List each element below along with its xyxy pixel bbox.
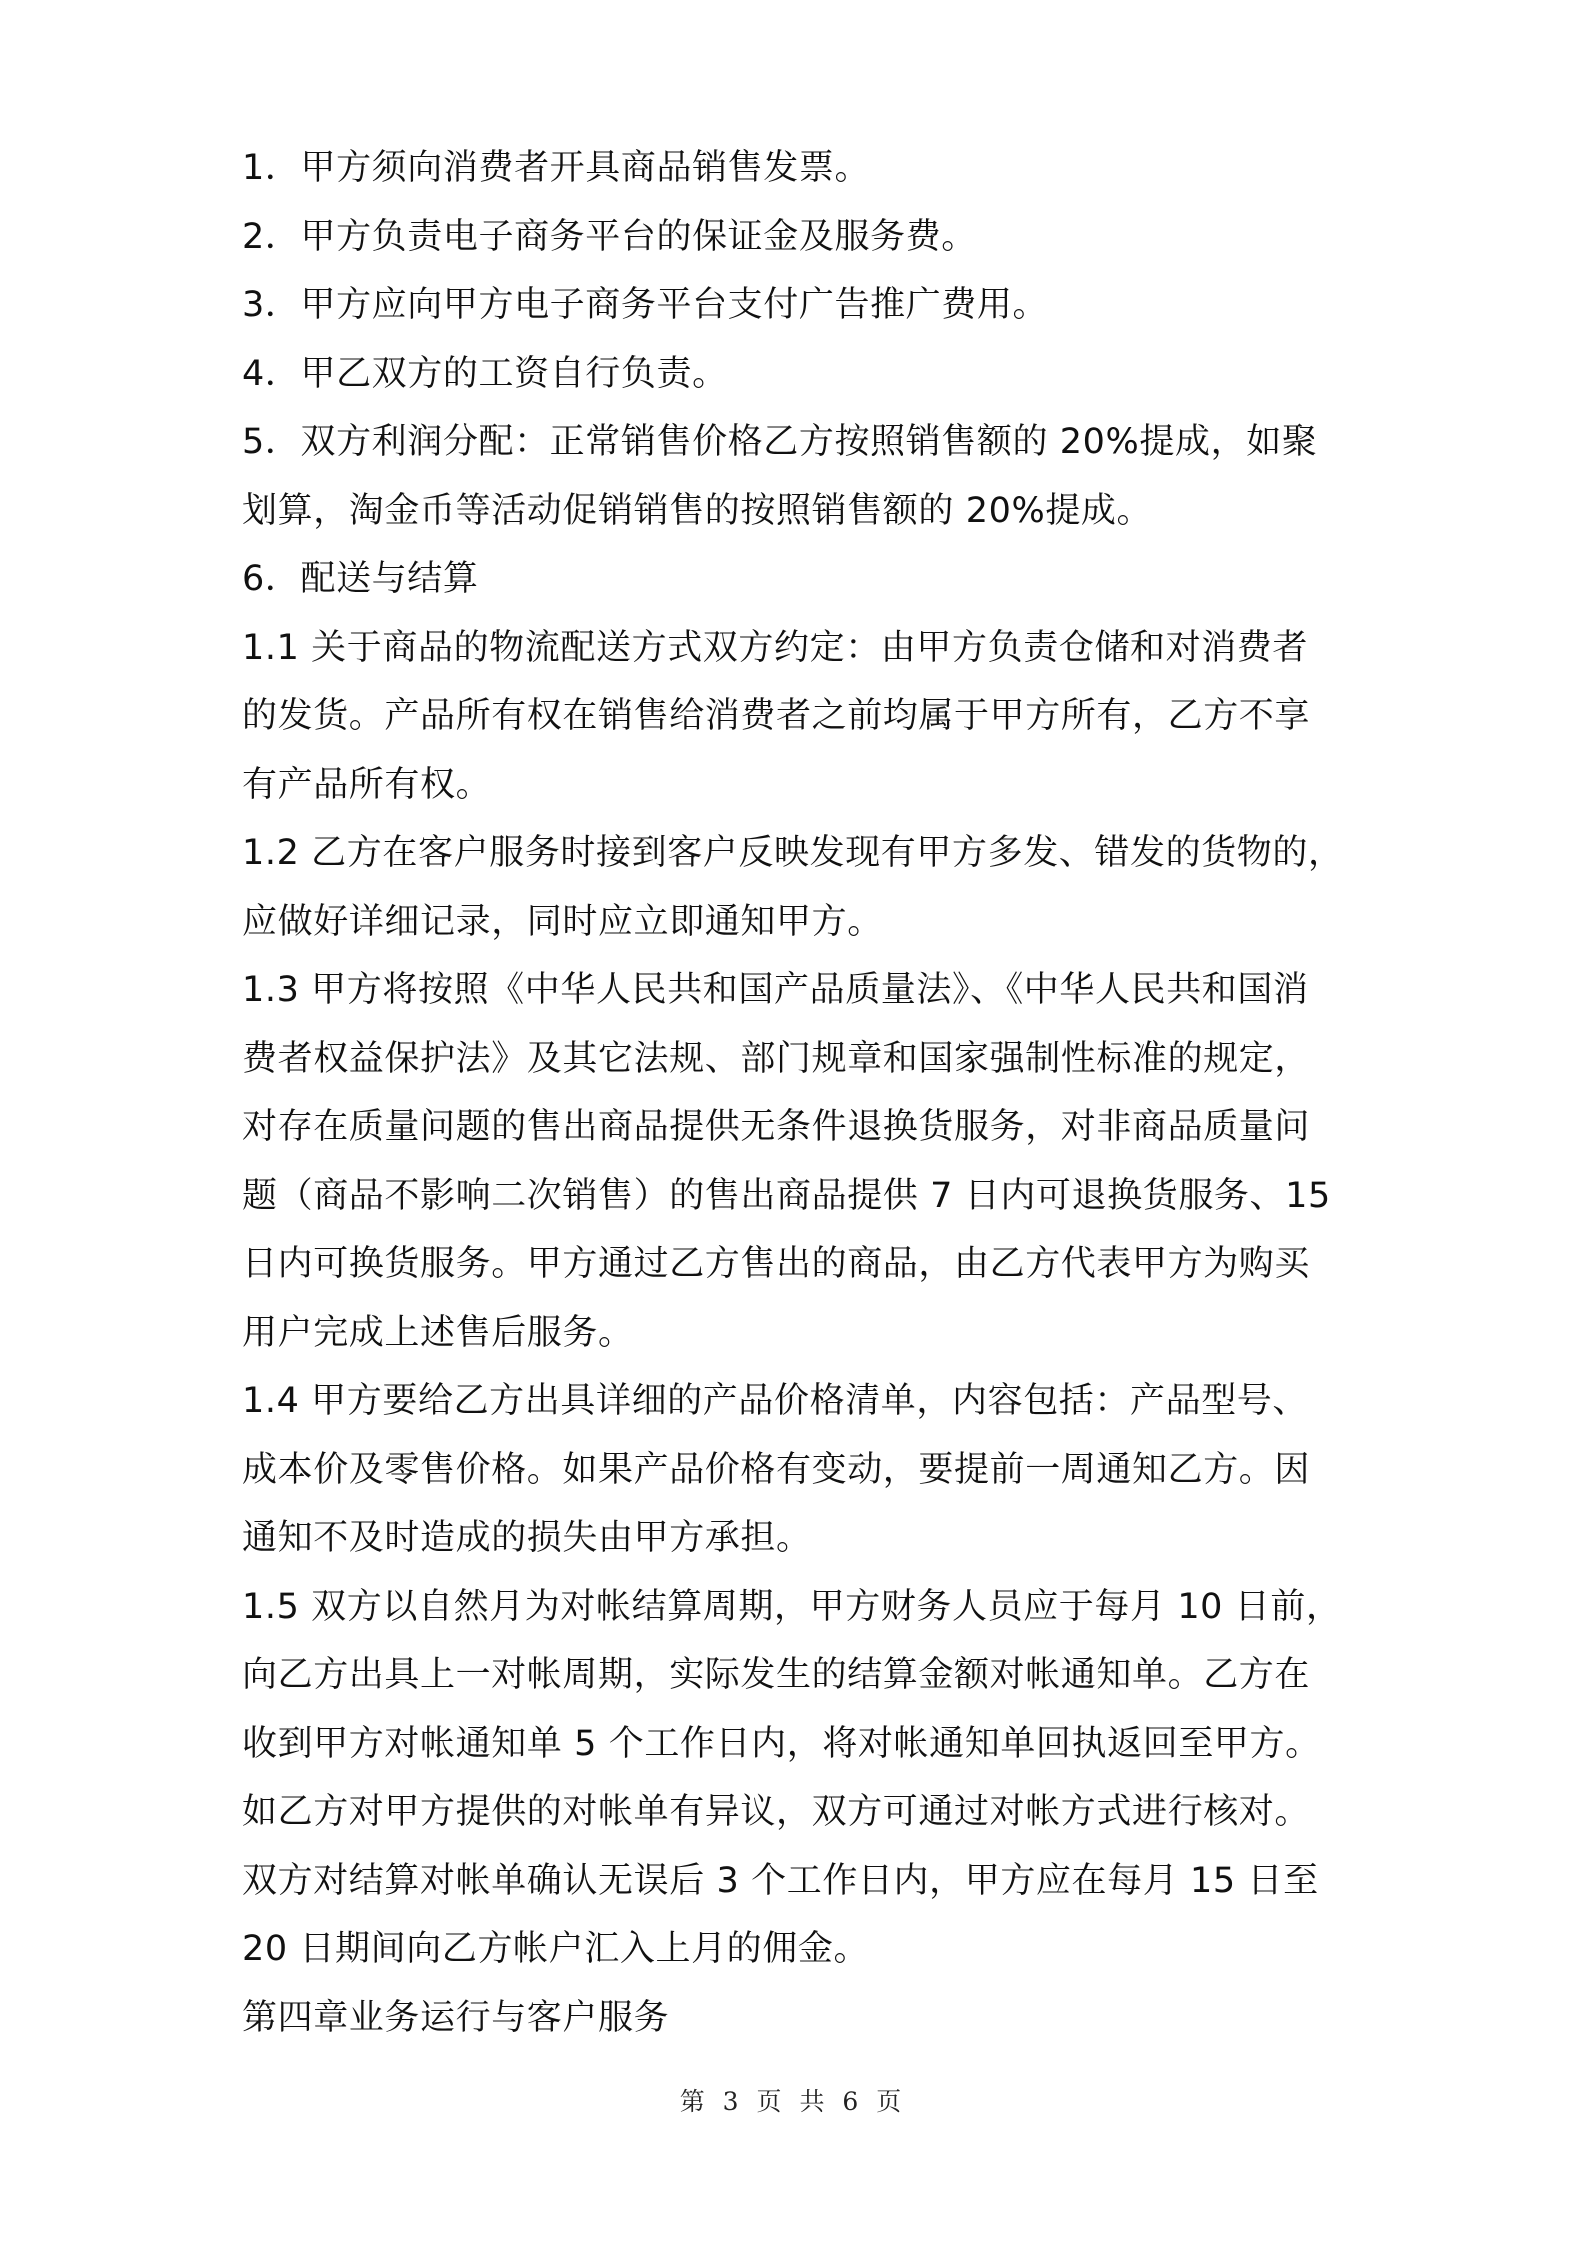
paragraph-advertising bbox=[242, 271, 1362, 340]
paragraph-profit-split bbox=[242, 408, 1362, 545]
paragraph-invoice bbox=[242, 134, 1362, 203]
text-line: 1.5 双方以自然月为对帐结算周期，甲方财务人员应于每月 10 日前， bbox=[242, 1586, 1342, 1627]
text-line: 成本价及零售价格。如果产品价格有变动，要提前一周通知乙方。因 bbox=[242, 1449, 1311, 1490]
text-line: 向乙方出具上一对帐周期，实际发生的结算金额对帐通知单。乙方在 bbox=[242, 1655, 1311, 1695]
chapter-heading bbox=[242, 1984, 1362, 2053]
text-line: 用户完成上述售后服务。 bbox=[242, 1312, 634, 1353]
text-line: 1.2 乙方在客户服务时接到客户反映发现有甲方多发、错发的货物的， bbox=[242, 833, 1344, 873]
text-line: 划算，淘金币等活动促销销售的按照销售额的 20%提成。 bbox=[242, 490, 1153, 531]
paragraph-clause-1-5 bbox=[242, 1573, 1362, 1984]
text-line: 应做好详细记录，同时应立即通知甲方。 bbox=[242, 901, 883, 942]
text-line: 日内可换货服务。甲方通过乙方售出的商品，由乙方代表甲方为购买 bbox=[242, 1244, 1311, 1284]
text-line: 的发货。产品所有权在销售给消费者之前均属于甲方所有，乙方不享 bbox=[242, 696, 1311, 736]
text-line: 1.4 甲方要给乙方出具详细的产品价格清单，内容包括：产品型号、 bbox=[242, 1381, 1308, 1421]
page-number: 第 3 页 共 6 页 bbox=[679, 2087, 907, 2116]
paragraph-deposit-fees bbox=[242, 203, 1362, 272]
text-line: 双方对结算对帐单确认无误后 3 个工作日内，甲方应在每月 15 日至 bbox=[242, 1860, 1319, 1901]
paragraph-clause-1-2 bbox=[242, 819, 1362, 956]
text-line: 1．甲方须向消费者开具商品销售发票。 bbox=[242, 148, 871, 188]
paragraph-clause-1-3 bbox=[242, 956, 1362, 1367]
text-line: 有产品所有权。 bbox=[242, 764, 492, 805]
paragraph-clause-1-1 bbox=[242, 614, 1362, 820]
text-line: 2．甲方负责电子商务平台的保证金及服务费。 bbox=[242, 216, 977, 257]
paragraph-delivery-heading bbox=[242, 545, 1362, 614]
paragraph-clause-1-4 bbox=[242, 1367, 1362, 1573]
text-line: 对存在质量问题的售出商品提供无条件退换货服务，对非商品质量问 bbox=[242, 1107, 1311, 1147]
text-line: 1.1 关于商品的物流配送方式双方约定：由甲方负责仓储和对消费者 bbox=[242, 627, 1308, 668]
text-line: 通知不及时造成的损失由甲方承担。 bbox=[242, 1518, 812, 1558]
text-line: 5．双方利润分配：正常销售价格乙方按照销售额的 20%提成，如聚 bbox=[242, 422, 1318, 462]
text-line: 6．配送与结算 bbox=[242, 559, 479, 599]
text-line: 3．甲方应向甲方电子商务平台支付广告推广费用。 bbox=[242, 285, 1049, 325]
text-line: 1.3 甲方将按照《中华人民共和国产品质量法》、《中华人民共和国消 bbox=[242, 970, 1309, 1010]
text-line: 收到甲方对帐通知单 5 个工作日内，将对帐通知单回执返回至甲方。 bbox=[242, 1723, 1321, 1764]
document-body bbox=[242, 134, 1362, 2052]
text-line: 题（商品不影响二次销售）的售出商品提供 7 日内可退换货服务、15 bbox=[242, 1175, 1331, 1216]
text-line: 如乙方对甲方提供的对帐单有异议，双方可通过对帐方式进行核对。 bbox=[242, 1792, 1311, 1832]
page-footer bbox=[0, 2082, 1586, 2118]
text-line: 费者权益保护法》及其它法规、部门规章和国家强制性标准的规定， bbox=[242, 1038, 1311, 1079]
text-line: 4．甲乙双方的工资自行负责。 bbox=[242, 353, 728, 394]
paragraph-wages bbox=[242, 340, 1362, 409]
text-line: 第四章业务运行与客户服务 bbox=[242, 1997, 670, 2038]
text-line: 20 日期间向乙方帐户汇入上月的佣金。 bbox=[242, 1929, 870, 1969]
